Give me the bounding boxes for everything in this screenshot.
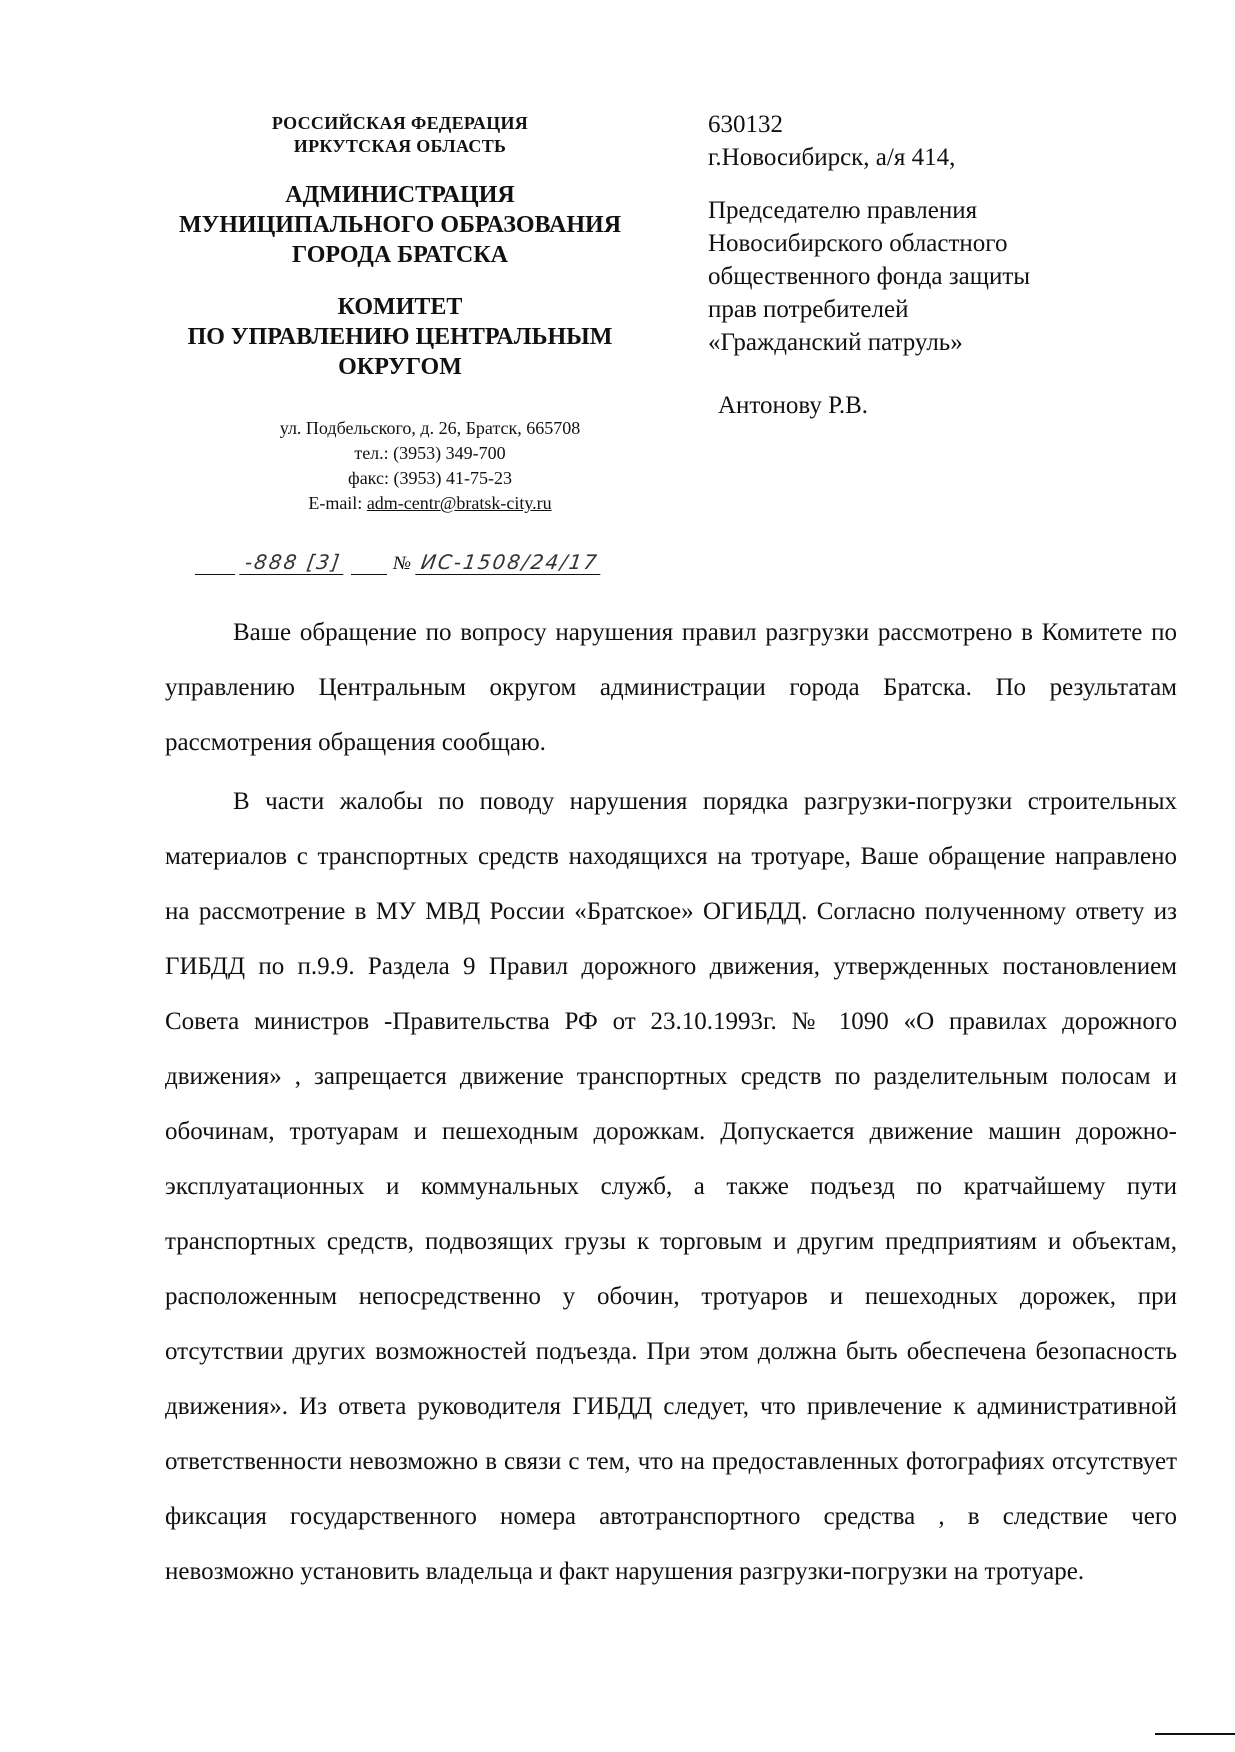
number-blank bbox=[351, 558, 387, 575]
committee-line: КОМИТЕТ bbox=[337, 294, 463, 320]
addressee-line: прав потребителей bbox=[708, 296, 909, 323]
postcode: 630132 bbox=[708, 111, 783, 138]
committee-block bbox=[140, 292, 660, 382]
admin-line: АДМИНИСТРАЦИЯ bbox=[285, 182, 515, 208]
email-label: E-mail: bbox=[308, 493, 363, 513]
sender-phone: тел.: (3953) 349-700 bbox=[354, 443, 506, 463]
admin-line: ГОРОДА БРАТСКА bbox=[292, 242, 508, 268]
sender-address: ул. Подбельского, д. 26, Братск, 665708 bbox=[279, 418, 581, 438]
body-paragraph-1: Ваше обращение по вопросу нарушения правил разгрузки рассмотрено в Комитете по управлению Центральным округом администрации города Братска. По результатам рассмотрения обращения сообщаю. bbox=[165, 619, 1177, 756]
number-sign: № bbox=[393, 553, 411, 574]
sender-fax: факс: (3953) 41-75-23 bbox=[348, 468, 512, 488]
body-paragraph-2: В части жалобы по поводу нарушения порядка разгрузки-погрузки строительных материалов с транспортных средств находящихся на тротуаре, Ваше обращение направлено на рассмотрение в МУ МВД России «Братское» ОГИБДД. Согласно полученному ответу из ГИБДД по п.9.9. Раздела 9 Правил дорожного движения, утвержденных постановлением Совета министров -Правительства РФ от 23.10.1993г. № 1090 «О правилах дорожного движения» , запрещается движение транспортных средств по разделительным полосам и обочинам, тротуарам и пешеходным дорожкам. Допускается движение машин дорожно-эксплуатационных и коммунальных служб, а также подъезд по кратчайшему пути транспортных средств, подвозящих грузы к торговым и другим предприятиям и объектам, расположенным непосредственно у обочин, тротуаров и пешеходных дорожек, при отсутствии других возможностей подъезда. При этом должна быть обеспечена безопасность движения». Из ответа руководителя ГИБДД следует, что привлечение к административной ответственности невозможно в связи с тем, что на предоставленных фотографиях отсутствует фиксация государственного номера автотранспортного средства , в следствие чего невозможно установить владельца и факт нарушения разгрузки-погрузки на тротуаре. bbox=[165, 788, 1177, 1585]
addressee-line: Новосибирского областного bbox=[708, 230, 1008, 257]
addressee-line: Председателю правления bbox=[708, 197, 978, 224]
country-block bbox=[140, 112, 660, 158]
addressee-line: общественного фонда защиты bbox=[708, 263, 1031, 290]
addressee-line: «Гражданский патруль» bbox=[708, 329, 963, 356]
admin-line: МУНИЦИПАЛЬНОГО ОБРАЗОВАНИЯ bbox=[178, 212, 622, 238]
country-line: РОССИЙСКАЯ ФЕДЕРАЦИЯ bbox=[271, 113, 529, 133]
addressee-block bbox=[708, 108, 1148, 422]
email-link[interactable]: adm-centr@bratsk-city.ru bbox=[366, 493, 552, 513]
page-edge-mark bbox=[1155, 1733, 1235, 1735]
sender-email bbox=[200, 491, 660, 516]
date-blank bbox=[195, 558, 235, 575]
sender-letterhead bbox=[140, 112, 660, 516]
committee-line: ПО УПРАВЛЕНИЮ ЦЕНТРАЛЬНЫМ bbox=[187, 324, 613, 350]
registration-line bbox=[195, 550, 602, 575]
city-po-box: г.Новосибирск, а/я 414, bbox=[708, 144, 956, 171]
registration-date: -888 [3] bbox=[239, 550, 347, 575]
committee-line: ОКРУГОМ bbox=[338, 354, 462, 380]
region-line: ИРКУТСКАЯ ОБЛАСТЬ bbox=[293, 136, 507, 156]
addressee-name: Антонову Р.В. bbox=[718, 392, 869, 419]
letter-body bbox=[165, 605, 1177, 1603]
administration-block bbox=[140, 180, 660, 270]
registration-number: ИС-1508/24/17 bbox=[415, 550, 604, 575]
contacts-block bbox=[200, 416, 660, 516]
